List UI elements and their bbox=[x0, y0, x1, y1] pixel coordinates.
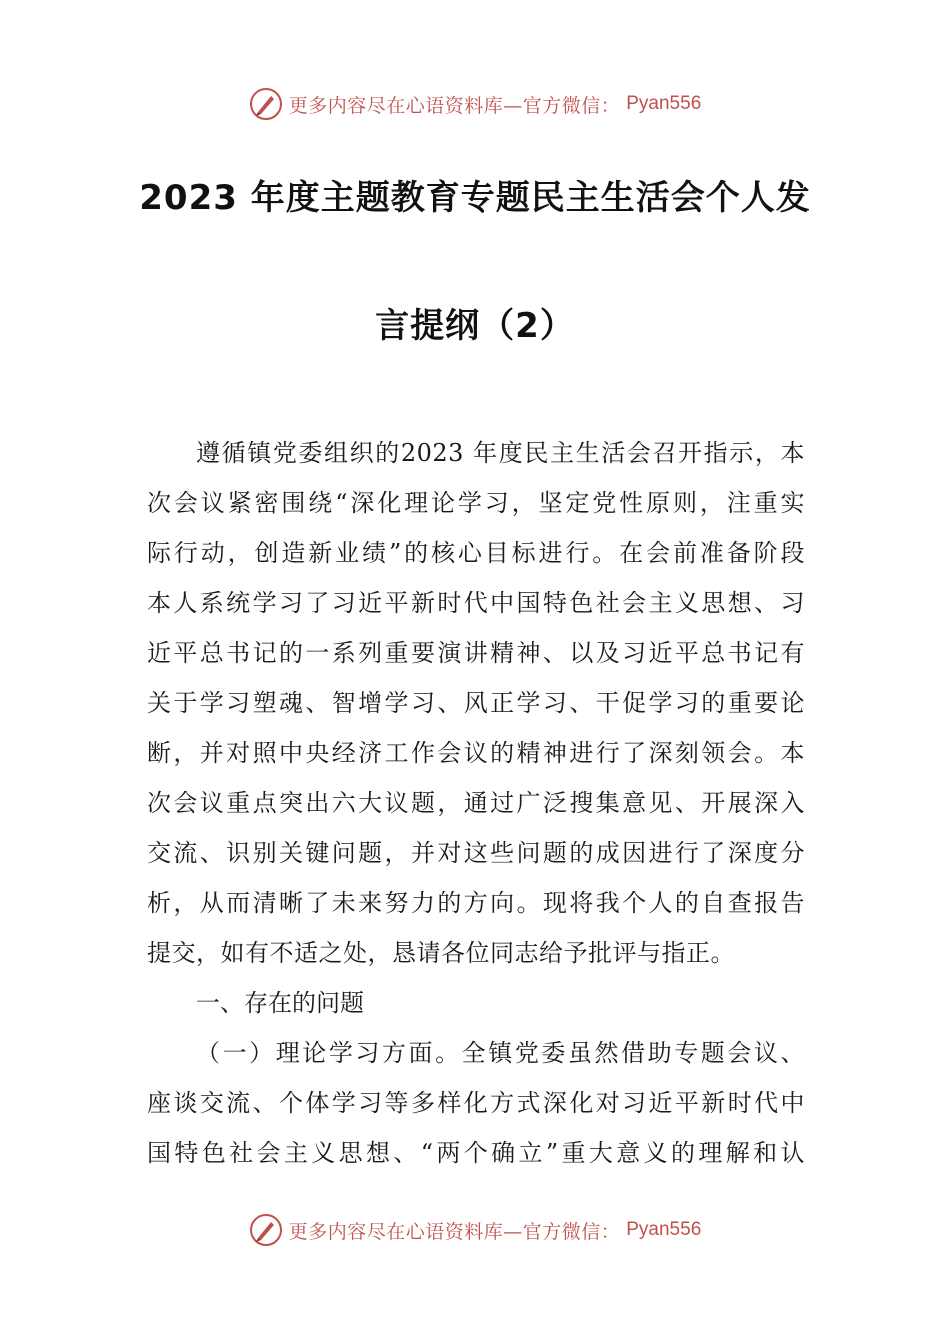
paragraph-line: 提交，如有不适之处，恳请各位同志给予批评与指正。 bbox=[147, 939, 735, 967]
paragraph-line: 交流、识别关键问题，并对这些问题的成因进行了深度分 bbox=[147, 839, 805, 867]
pen-logo-icon bbox=[249, 1213, 283, 1247]
paragraph-line: 本人系统学习了习近平新时代中国特色社会主义思想、习 bbox=[147, 589, 805, 617]
document-title-line-2: 言提纲（2） bbox=[375, 306, 575, 346]
banner-wechat-id: Pyan556 bbox=[626, 1219, 702, 1240]
paragraph-line: 断，并对照中央经济工作会议的精神进行了深刻领会。本 bbox=[147, 739, 805, 767]
paragraph-line: 际行动，创造新业绩”的核心目标进行。在会前准备阶段 bbox=[147, 539, 805, 567]
footer-watermark-banner bbox=[0, 1210, 950, 1250]
pen-logo-icon bbox=[249, 87, 283, 121]
document-title-line-1: 2023 年度主题教育专题民主生活会个人发 bbox=[139, 178, 811, 218]
paragraph-line: 析，从而清晰了未来努力的方向。现将我个人的自查报告 bbox=[147, 889, 805, 917]
banner-text: 更多内容尽在心语资料库—官方微信： bbox=[288, 1220, 621, 1243]
paragraph-line: （一）理论学习方面。全镇党委虽然借助专题会议、 bbox=[196, 1039, 805, 1067]
paragraph-line: 遵循镇党委组织的2023 年度民主生活会召开指示，本 bbox=[196, 439, 805, 467]
paragraph-line: 近平总书记的一系列重要演讲精神、以及习近平总书记有 bbox=[147, 639, 805, 667]
paragraph-line: 关于学习塑魂、智增学习、风正学习、干促学习的重要论 bbox=[147, 689, 805, 717]
section-heading: 一、存在的问题 bbox=[196, 989, 364, 1017]
paragraph-line: 国特色社会主义思想、“两个确立”重大意义的理解和认 bbox=[147, 1139, 805, 1167]
banner-wechat-id: Pyan556 bbox=[626, 93, 702, 114]
banner-text: 更多内容尽在心语资料库—官方微信： bbox=[288, 94, 621, 117]
paragraph-line: 次会议重点突出六大议题，通过广泛搜集意见、开展深入 bbox=[147, 789, 805, 817]
header-watermark-banner bbox=[0, 84, 950, 124]
paragraph-line: 次会议紧密围绕“深化理论学习，坚定党性原则，注重实 bbox=[147, 489, 805, 517]
paragraph-line: 座谈交流、个体学习等多样化方式深化对习近平新时代中 bbox=[147, 1089, 805, 1117]
